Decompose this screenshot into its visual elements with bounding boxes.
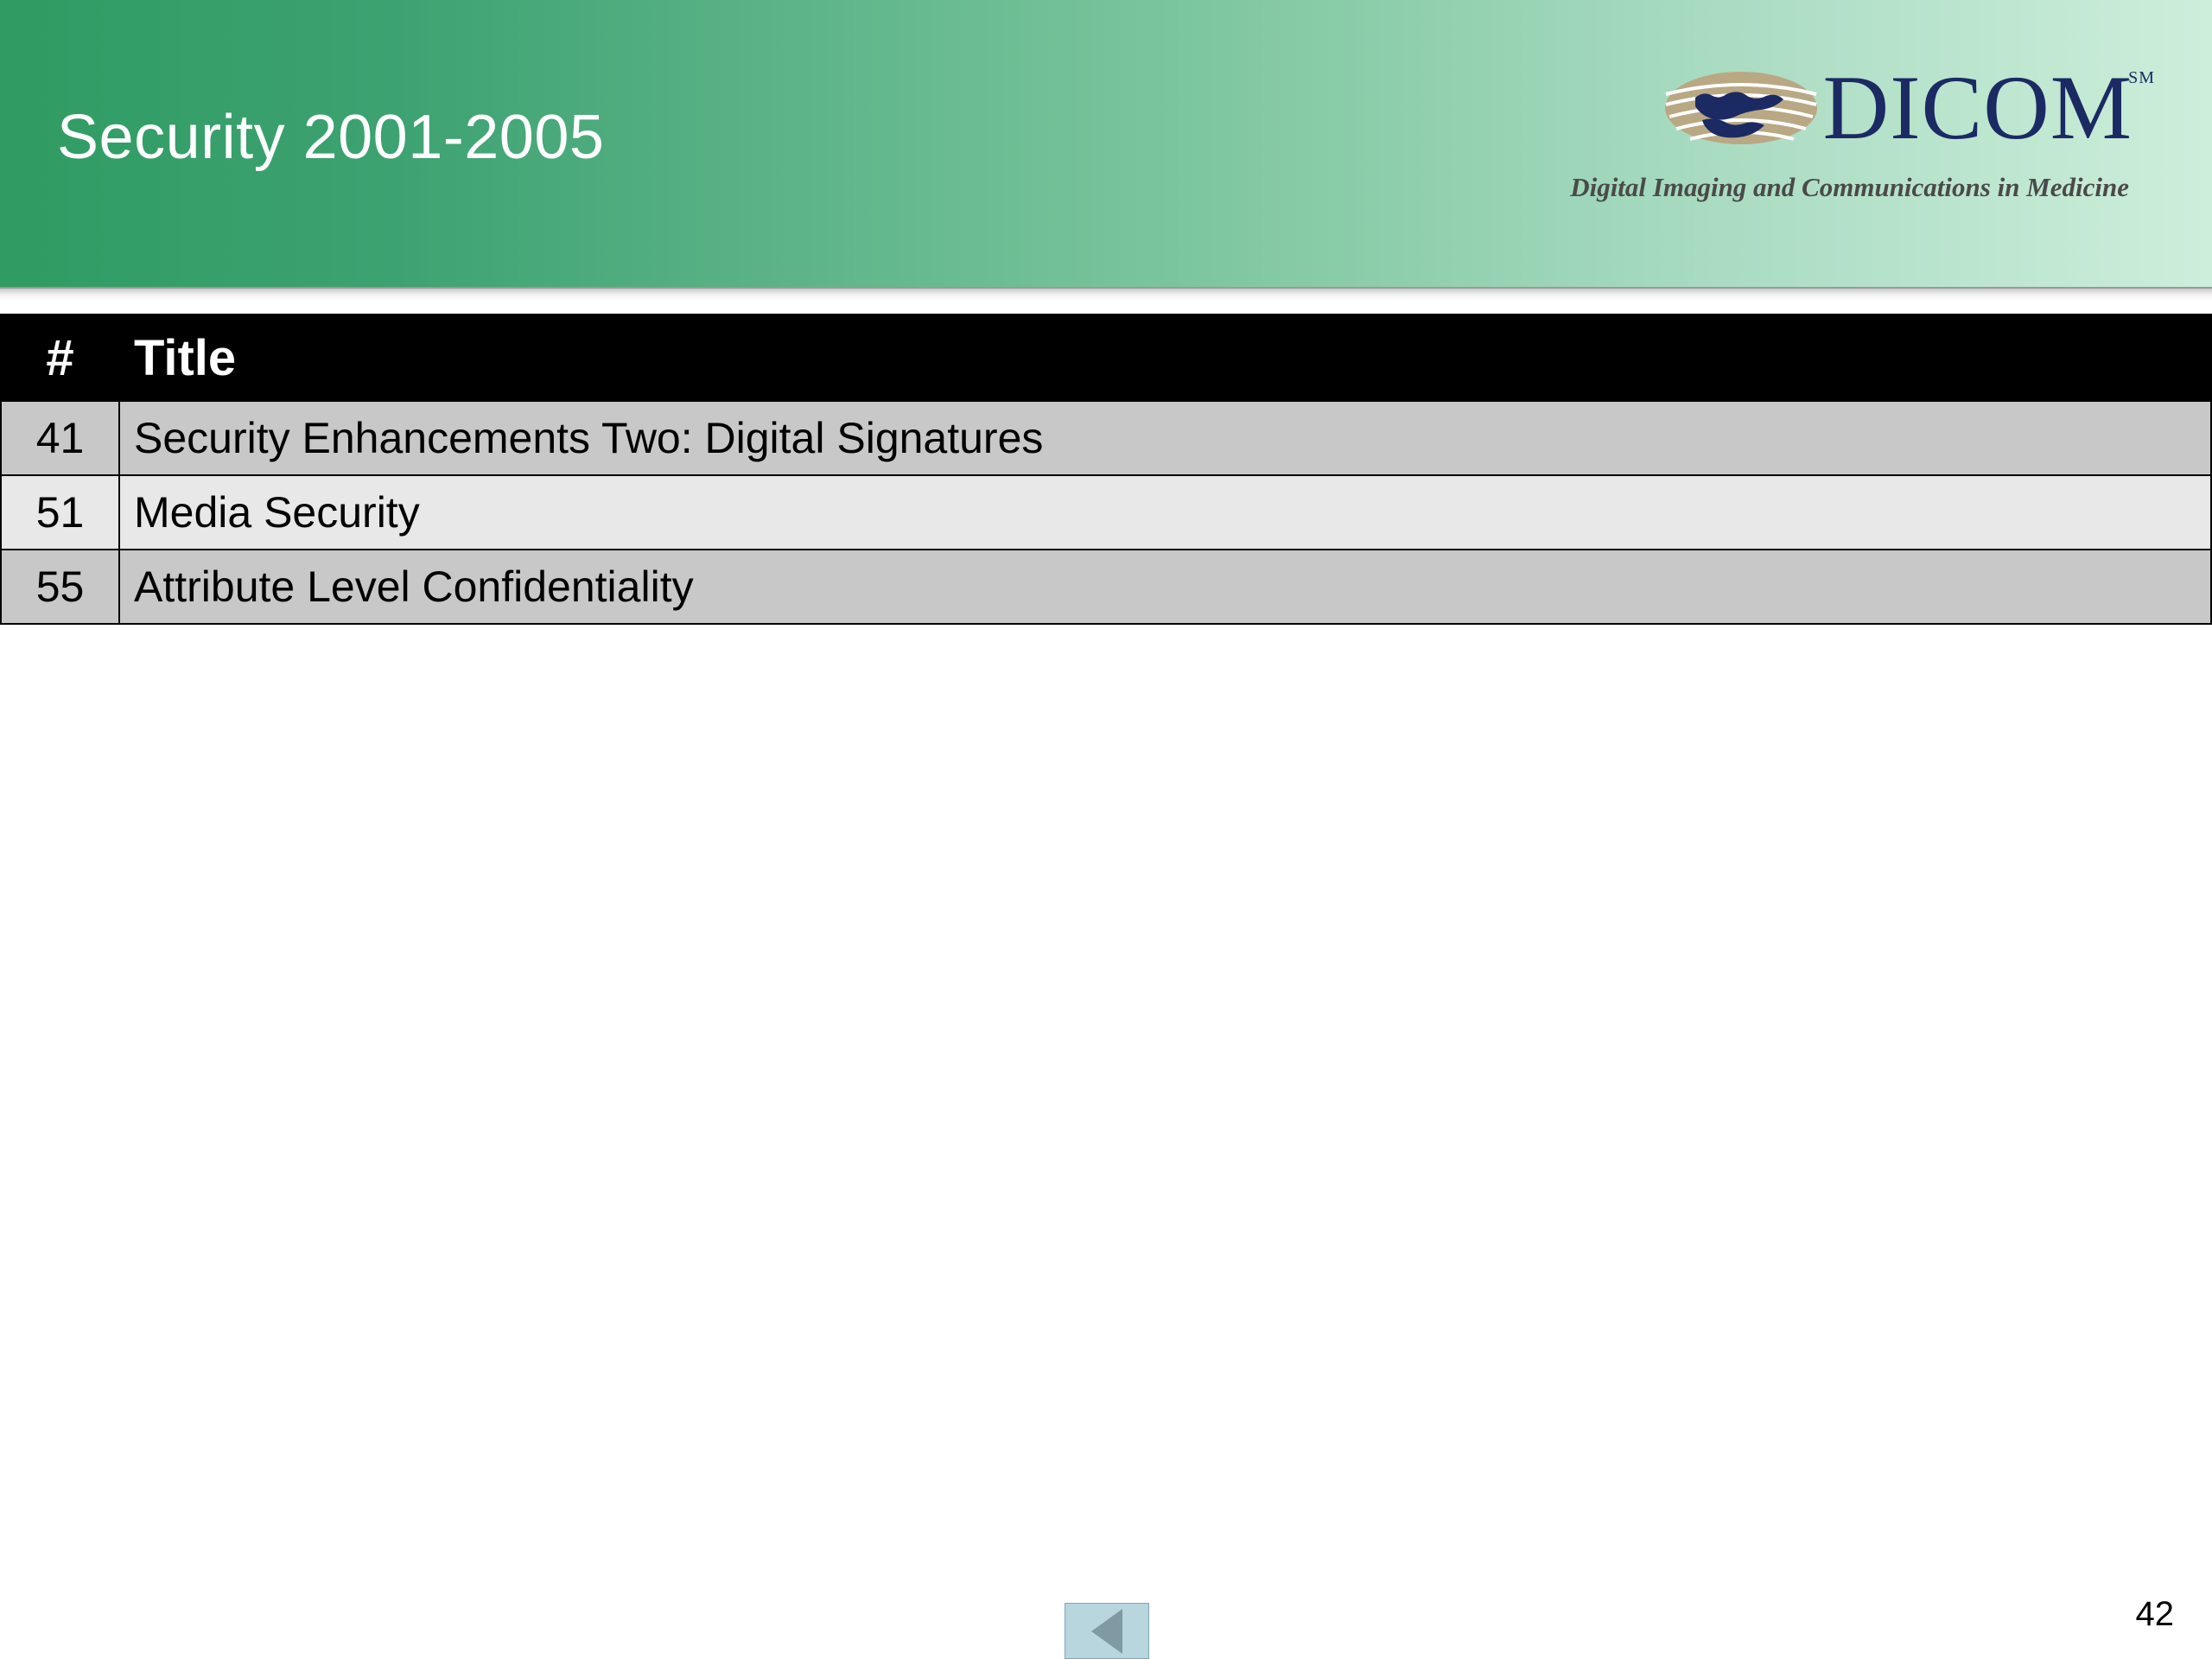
dicom-logo — [1554, 54, 2155, 213]
header-divider — [0, 287, 2212, 301]
logo-tagline: Digital Imaging and Communications in Medicine — [1570, 172, 2129, 202]
cell-title: Media Security — [119, 475, 2211, 550]
table-body — [1, 401, 2211, 624]
cell-title: Attribute Level Confidentiality — [119, 550, 2211, 624]
globe-icon — [1664, 60, 1818, 156]
logo-wordmark — [1822, 56, 2155, 158]
logo-trademark: SM — [2128, 67, 2155, 87]
table-header — [1, 315, 2211, 401]
page-title: Security 2001-2005 — [57, 103, 605, 172]
cell-number: 41 — [1, 401, 119, 475]
slide-header — [0, 0, 2212, 287]
column-header-title: Title — [119, 315, 2211, 401]
logo-wordmark-text: DICOM — [1822, 56, 2133, 158]
slide-table — [0, 314, 2212, 625]
cell-title: Security Enhancements Two: Digital Signatures — [119, 401, 2211, 475]
table-row — [1, 550, 2211, 624]
page-number: 42 — [2135, 1595, 2174, 1633]
table-header-row — [1, 315, 2211, 401]
back-navigation-button[interactable] — [1065, 1603, 1149, 1659]
cell-number: 55 — [1, 550, 119, 624]
table-row — [1, 401, 2211, 475]
cell-number: 51 — [1, 475, 119, 550]
logo-main-row — [1554, 54, 2155, 162]
triangle-left-icon — [1091, 1609, 1122, 1654]
table-row — [1, 475, 2211, 550]
column-header-number: # — [1, 315, 119, 401]
